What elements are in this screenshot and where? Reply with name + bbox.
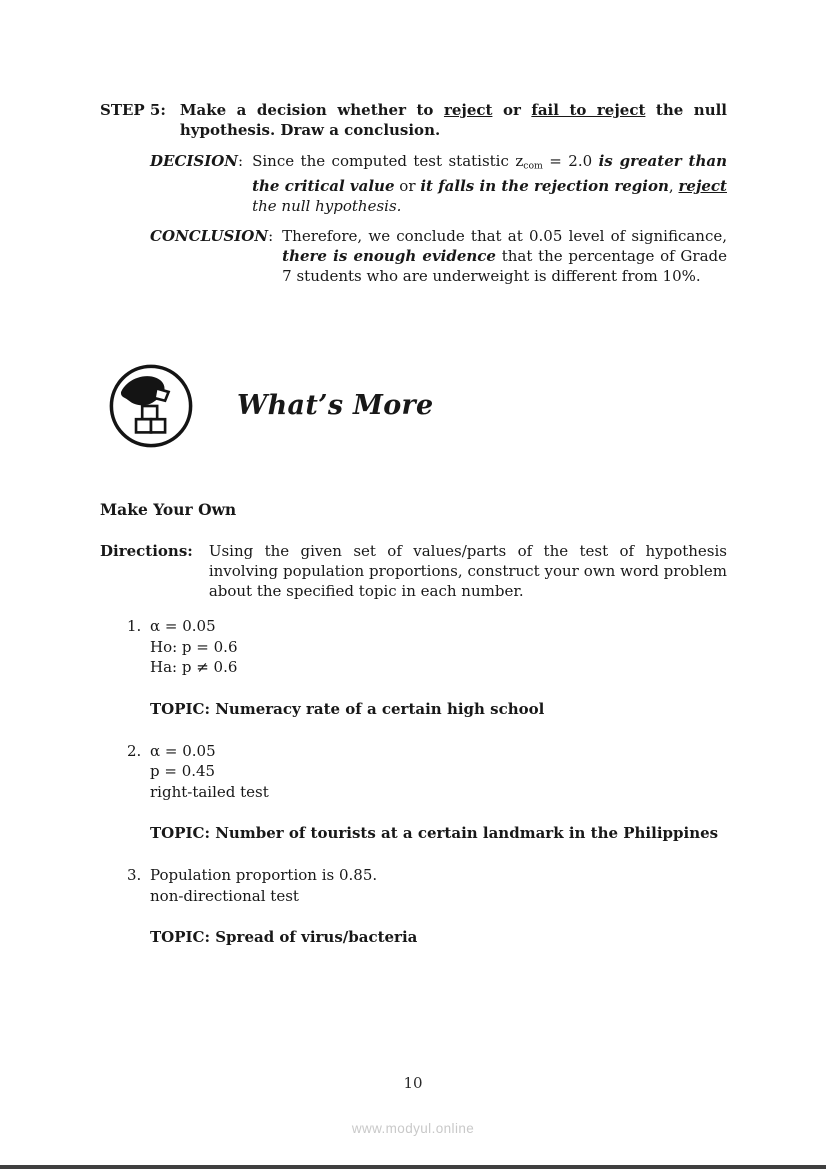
directions-label: Directions:	[100, 542, 193, 561]
directions-text: Using the given set of values/parts of the test of hypothesis involving population proportions, construct your own word problem about the specified topic in each number.	[208, 542, 727, 601]
list-item	[127, 741, 727, 845]
make-your-own-heading: Make Your Own	[100, 500, 237, 520]
conclusion-paragraph	[150, 226, 727, 286]
item-line: Population proportion is 0.85.	[150, 866, 378, 885]
step5-text: Make a decision whether to reject or fail to reject the null hypothesis. Draw a conclusion.	[179, 101, 728, 139]
item-line: Ha: p ≠ 0.6	[150, 658, 238, 677]
whats-more-title: What’s More	[237, 390, 434, 422]
item-body	[150, 741, 727, 845]
item-body	[150, 616, 727, 720]
conclusion-label: CONCLUSION:	[150, 227, 274, 246]
item-topic: TOPIC: Numeracy rate of a certain high school	[150, 699, 545, 718]
directions-paragraph	[100, 541, 727, 601]
hand-stacking-blocks-icon	[107, 362, 195, 450]
item-line: p = 0.45	[150, 762, 216, 781]
item-number: 1.	[127, 617, 142, 636]
decision-text: Since the computed test statistic zcom = 2.0 is greater than the critical value or it falls in the rejection region, reject the null hypothesis.	[252, 152, 728, 216]
decision-paragraph	[150, 151, 727, 216]
item-line: α = 0.05	[150, 741, 216, 760]
step5-heading	[100, 100, 727, 140]
item-number: 2.	[127, 741, 142, 760]
list-item	[127, 616, 727, 720]
item-topic: TOPIC: Spread of virus/bacteria	[150, 928, 418, 947]
conclusion-text: Therefore, we conclude that at 0.05 level of significance, there is enough evidence that the percentage of Grade 7 students who are underweight is different from 10%.	[282, 227, 727, 286]
item-topic: TOPIC: Number of tourists at a certain landmark in the Philippines	[150, 824, 719, 843]
item-number: 3.	[127, 866, 142, 885]
whats-more-banner	[107, 362, 727, 450]
item-body	[150, 865, 727, 948]
item-line: α = 0.05	[150, 617, 216, 636]
exercise-list	[127, 616, 727, 948]
decision-label: DECISION:	[150, 152, 244, 170]
step5-label: STEP 5:	[100, 101, 166, 119]
item-line: right-tailed test	[150, 782, 269, 801]
list-item	[127, 865, 727, 948]
item-line: non-directional test	[150, 886, 299, 905]
page-number: 10	[403, 1074, 423, 1092]
page-bottom-edge	[0, 1165, 826, 1169]
item-line: Ho: p = 0.6	[150, 637, 238, 656]
watermark: www.modyul.online	[351, 1121, 475, 1136]
